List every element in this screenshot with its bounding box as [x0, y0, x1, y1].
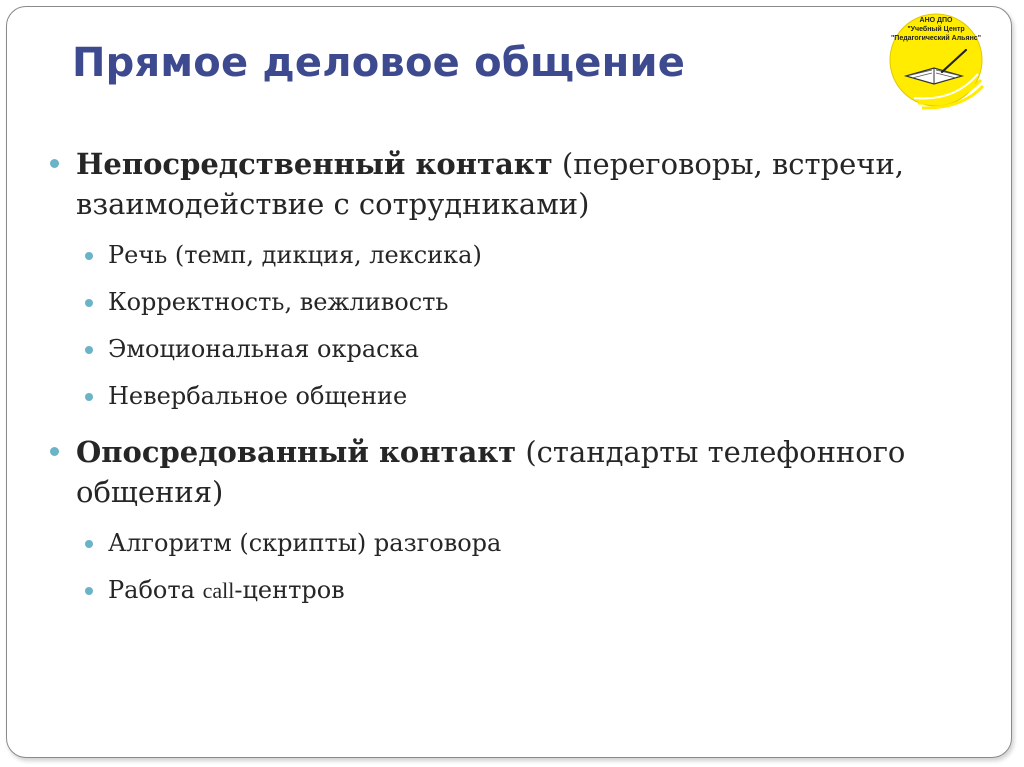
sub-item-text: Эмоциональная окраска: [108, 335, 419, 363]
sub-item: [48, 232, 978, 279]
sub-item-text: Алгоритм (скрипты) разговора: [108, 529, 502, 557]
bullet-item-direct-contact: [48, 144, 978, 224]
sub-item: [48, 520, 978, 567]
sub-item-text: Корректность, вежливость: [108, 288, 449, 316]
sub-item-text: Невербальное общение: [108, 382, 408, 410]
sub-item: [48, 326, 978, 373]
item-heading: Опосредованный контакт: [76, 435, 517, 469]
sub-list-direct-contact: [48, 232, 978, 420]
bullet-dot-icon: [50, 159, 59, 168]
item-heading: Непосредственный контакт: [76, 147, 553, 181]
sub-item: [48, 279, 978, 326]
logo-line-3: "Педагогический Альянс": [890, 35, 982, 42]
bullet-dot-icon: [85, 540, 93, 548]
bullet-dot-icon: [85, 252, 93, 260]
item-text: (переговоры, встречи, взаимодействие с сотрудниками): [76, 147, 905, 221]
bullet-dot-icon: [85, 393, 93, 401]
sub-item: [48, 373, 978, 420]
bullet-dot-icon: [85, 299, 93, 307]
sub-item-text-after: -центров: [234, 576, 345, 604]
logo-line-2: "Учебный Центр: [907, 26, 965, 33]
bullet-dot-icon: [85, 346, 93, 354]
logo-text: [884, 16, 988, 43]
logo-line-1: АНО ДПО: [919, 17, 953, 24]
bullet-dot-icon: [85, 587, 93, 595]
slide-content: [48, 144, 978, 626]
slide-title: Прямое деловое общение: [72, 40, 686, 86]
item-text: (стандарты телефонного общения): [76, 435, 906, 509]
sub-item-text-call: call: [202, 578, 235, 603]
sub-item-text: Речь (темп, дикция, лексика): [108, 241, 482, 269]
sub-item-text-before: Работа: [108, 576, 203, 604]
bullet-item-mediated-contact: [48, 432, 978, 512]
sub-list-mediated-contact: [48, 520, 978, 614]
bullet-dot-icon: [50, 447, 59, 456]
organization-logo: [884, 10, 988, 114]
sub-item: [48, 567, 978, 614]
